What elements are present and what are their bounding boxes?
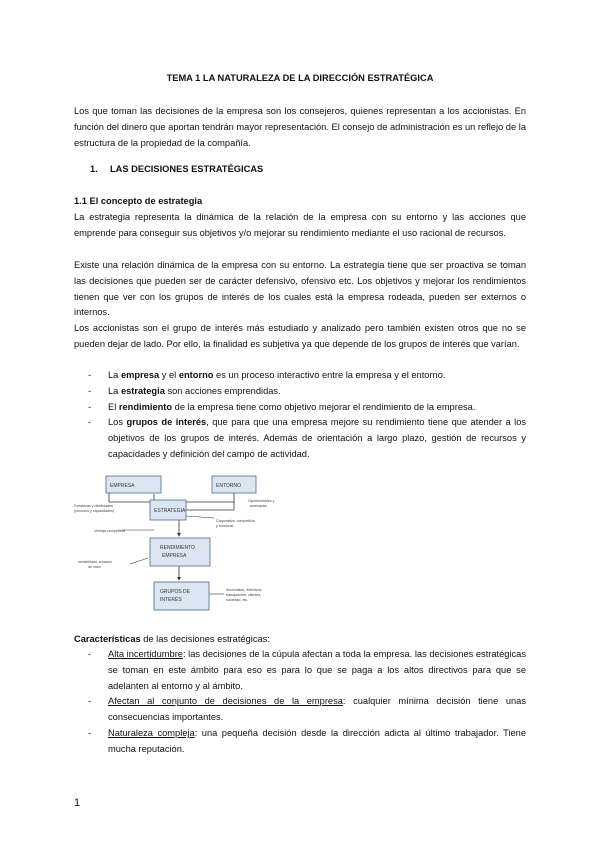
note-amenazas: amenazas xyxy=(250,504,267,508)
list-item: - El rendimiento de la empresa tiene como objetivo mejorar el rendimiento de la empresa. xyxy=(88,401,476,412)
list-item: - Afectan al conjunto de decisiones de la empresa: cualquier mínima decisión tiene unas consecuencias importantes. xyxy=(88,696,526,723)
note-valor: de valor xyxy=(88,565,101,569)
list-item: - Alta incertidumbre: las decisiones de la cúpula afectan a toda la empresa. las decisiones estratégicas se toman en este ámbito para eso es para lo que se paga a los altos directivos para que se adelanten al entorno y al ámbito. xyxy=(88,649,526,691)
list-item: - Naturaleza compleja: una pequeña decisión desde la dirección adicta al último trabajador. Tiene mucha reputación. xyxy=(88,727,527,754)
connector-line xyxy=(130,558,148,564)
box-grupos-interes xyxy=(154,582,209,610)
list-item: - La estrategia son acciones emprendidas. xyxy=(88,385,281,396)
note-accionistas: Accionistas, directivos, xyxy=(226,588,263,592)
box-rendimiento xyxy=(150,538,210,566)
note-recursos: (recursos y capacidades) xyxy=(74,509,115,513)
characteristics-bullet-list xyxy=(74,647,526,758)
note-corporativa: Corporativa, competitiva xyxy=(216,519,255,523)
note-sociedad: sociedad, etc. xyxy=(226,598,249,602)
section-heading xyxy=(90,164,263,174)
list-item: - Los grupos de interés, que para que una empresa mejore su rendimiento tiene que atender a los objetivos de los grupos de interés. Además de orientación a largo plazo, gestión de recursos y capacidades y definición del campo de actividad. xyxy=(88,417,527,459)
paragraph-relacion: Existe una relación dinámica de la empresa con su entorno. La estrategia tiene que ser proactiva se toman las decisiones que pueden ser de carácter defensivo, ofensivo etc. Los objetivos y mejorar los rendimientos tienen que ver con los grupos de interés de los cuales está la empresa rodeada, pueden ser externos o internos. xyxy=(74,260,526,318)
page-title: TEMA 1 LA NATURALEZA DE LA DIRECCIÓN ESTRATÉGICA xyxy=(166,73,434,83)
subsection-heading: 1.1 El concepto de estrategia xyxy=(74,196,203,206)
box-label-entorno: ENTORNO xyxy=(216,483,241,489)
box-label-grupos: GRUPOS DE xyxy=(160,589,191,595)
concept-bullet-list xyxy=(74,368,526,463)
intro-paragraph: Los que toman las decisiones de la empresa son los consejeros, quienes representan a los accionistas. En función del dinero que aportan tendrán mayor representación. El consejo de administración es un reflejo de la estructura de la propiedad de la compañía. xyxy=(74,106,526,148)
note-ventaja: Ventaja competitiva xyxy=(94,529,126,533)
paragraph-accionistas: Los accionistas son el grupo de interés más estudiado y analizado pero también existen otros que no se pueden dejar de lado. Por ello, la finalidad es subjetiva ya que depende de los grupos de interés que varían. xyxy=(74,323,526,349)
characteristics-heading: Características de las decisiones estratégicas: xyxy=(74,634,270,644)
connector-line xyxy=(186,516,214,518)
note-oportunidades: Oportunidades y xyxy=(248,499,275,503)
section-number: 1. xyxy=(90,164,98,174)
note-trabajadores: trabajadores, clientes, xyxy=(226,593,262,597)
page-number: 1 xyxy=(74,797,81,809)
section-title: LAS DECISIONES ESTRATÉGICAS xyxy=(110,164,264,174)
box-label-interes: INTERÉS xyxy=(160,597,182,603)
strategy-diagram xyxy=(74,470,314,620)
note-fortalezas: Fortalezas y debilidades xyxy=(74,504,113,508)
box-label-rendimiento: RENDIMIENTO xyxy=(160,545,195,551)
note-funcional: y funcional xyxy=(216,524,234,528)
box-label-rendimiento-empresa: EMPRESA xyxy=(162,553,187,559)
paragraph-estrategia: La estrategia representa la dinámica de la relación de la empresa con su entorno y las acciones que emprende para conseguir sus objetivos y/o mejorar su rendimiento mediante el uso racional de recursos. xyxy=(74,212,526,238)
box-label-estrategia: ESTRATEGIA xyxy=(154,508,186,514)
box-label-empresa: EMPRESA xyxy=(110,483,135,489)
note-rentabilidad: rentabilidad, creación xyxy=(78,560,113,564)
list-item: - La empresa y el entorno es un proceso interactivo entre la empresa y el entorno. xyxy=(88,370,446,380)
